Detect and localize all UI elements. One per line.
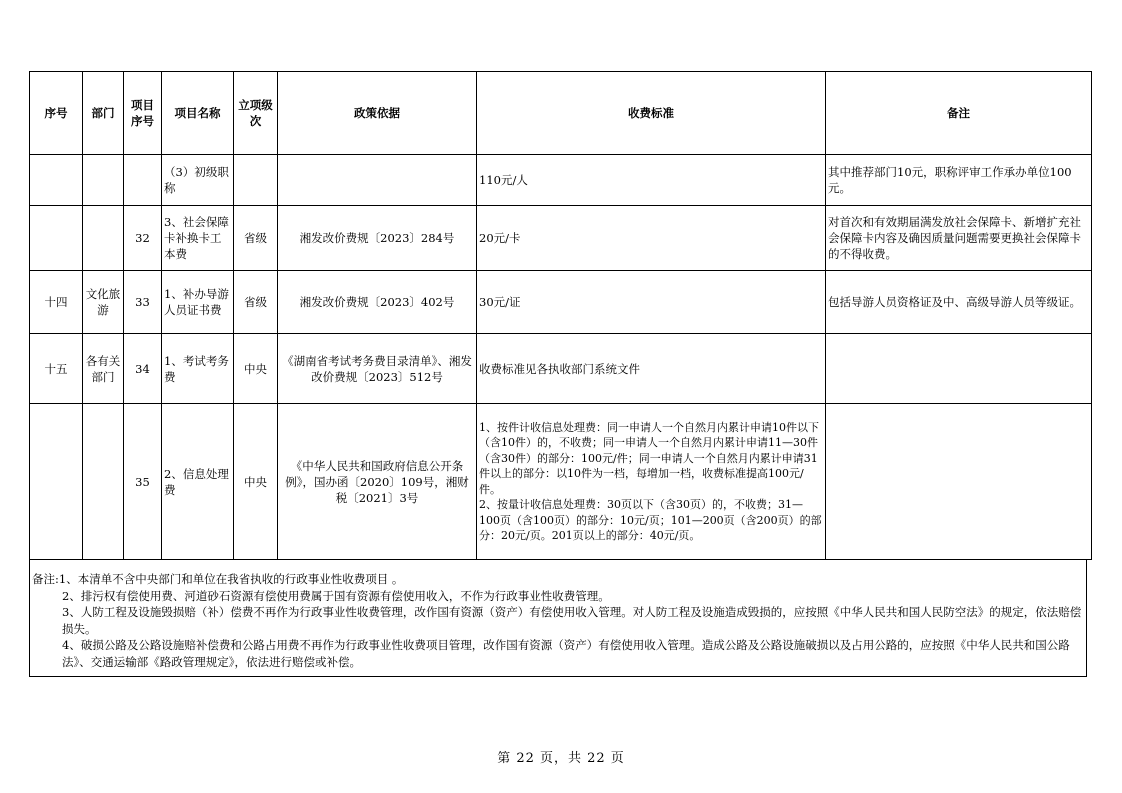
notes-block: [29, 559, 1087, 677]
header-standard: 收费标准: [477, 72, 826, 155]
cell-seq: 十四: [30, 271, 83, 334]
cell-seq: 十五: [30, 334, 83, 404]
cell-dept: [83, 404, 124, 560]
cell-standard: 30元/证: [477, 271, 826, 334]
header-item-seq: 项目序号: [124, 72, 162, 155]
cell-dept: [83, 155, 124, 206]
cell-item-seq: [124, 155, 162, 206]
cell-dept: 各有关部门: [83, 334, 124, 404]
cell-remark: [826, 404, 1092, 560]
cell-item-name: 1、考试考务费: [162, 334, 234, 404]
cell-seq: [30, 206, 83, 271]
cell-standard: 1、按件计收信息处理费：同一申请人一个自然月内累计申请10件以下（含10件）的，不收费；同一申请人一个自然月内累计申请11—30件（含30件）的部分：100元/件；同一申请人一个自然月内累计申请31件以上的部分：以10件为一档，每增加一档，收费标准提高100元/件。 2、按量计收信息处理费：30页以下（含30页）的，不收费；31—100页（含100页）的部分：10元/页；101—200页（含200页）的部分：20元/页。201页以上的部分：40元/页。: [477, 404, 826, 560]
cell-item-seq: 35: [124, 404, 162, 560]
cell-seq: [30, 404, 83, 560]
page-number: 第 22 页，共 22 页: [497, 751, 625, 766]
header-policy: 政策依据: [278, 72, 477, 155]
cell-item-name: 1、补办导游人员证书费: [162, 271, 234, 334]
cell-seq: [30, 155, 83, 206]
cell-item-seq: 33: [124, 271, 162, 334]
note-item: 3、人防工程及设施毁损赔（补）偿费不再作为行政事业性收费管理，改作国有资源（资产）有偿使用收入管理。对人防工程及设施造成毁损的，应按照《中华人民共和国人民防空法》的规定，依法赔偿损失。: [62, 605, 1082, 636]
cell-level: [234, 155, 278, 206]
cell-remark: 对首次和有效期届满发放社会保障卡、新增扩充社会保障卡内容及确因质量问题需要更换社会保障卡的不得收费。: [826, 206, 1092, 271]
cell-policy: 《中华人民共和国政府信息公开条例》，国办函〔2020〕109号，湘财税〔2021〕3号: [278, 404, 477, 560]
header-row: [30, 72, 1092, 155]
cell-level: 中央: [234, 404, 278, 560]
cell-policy: 《湖南省考试考务费目录清单》、湘发改价费规〔2023〕512号: [278, 334, 477, 404]
cell-dept: 文化旅游: [83, 271, 124, 334]
header-item-name: 项目名称: [162, 72, 234, 155]
cell-level: 省级: [234, 206, 278, 271]
fee-table: [29, 71, 1092, 560]
cell-standard: 收费标准见各执收部门系统文件: [477, 334, 826, 404]
cell-level: 省级: [234, 271, 278, 334]
header-remark: 备注: [826, 72, 1092, 155]
note-item: 备注:1、本清单不含中央部门和单位在我省执收的行政事业性收费项目 。: [32, 572, 404, 586]
table-row: [30, 206, 1092, 271]
cell-item-seq: 32: [124, 206, 162, 271]
cell-item-name: （3）初级职称: [162, 155, 234, 206]
cell-remark: 其中推荐部门10元，职称评审工作承办单位100元。: [826, 155, 1092, 206]
cell-item-name: 2、信息处理费: [162, 404, 234, 560]
header-level: 立项级次: [234, 72, 278, 155]
cell-item-seq: 34: [124, 334, 162, 404]
cell-level: 中央: [234, 334, 278, 404]
note-item: 2、排污权有偿使用费、河道砂石资源有偿使用费属于国有资源有偿使用收入，不作为行政事业性收费管理。: [62, 588, 610, 603]
table-row: [30, 155, 1092, 206]
cell-policy: 湘发改价费规〔2023〕402号: [278, 271, 477, 334]
cell-dept: [83, 206, 124, 271]
cell-remark: [826, 334, 1092, 404]
note-item: 4、破损公路及公路设施赔补偿费和公路占用费不再作为行政事业性收费项目管理，改作国有资源（资产）有偿使用收入管理。造成公路及公路设施破损以及占用公路的，应按照《中华人民共和国公路法》、交通运输部《路政管理规定》，依法进行赔偿或补偿。: [62, 638, 1070, 669]
cell-policy: 湘发改价费规〔2023〕284号: [278, 206, 477, 271]
cell-policy: [278, 155, 477, 206]
cell-standard: 20元/卡: [477, 206, 826, 271]
cell-item-name: 3、社会保障卡补换卡工本费: [162, 206, 234, 271]
header-seq: 序号: [30, 72, 83, 155]
header-dept: 部门: [83, 72, 124, 155]
table-row: [30, 271, 1092, 334]
table-row: [30, 404, 1092, 560]
table-row: [30, 334, 1092, 404]
cell-standard: 110元/人: [477, 155, 826, 206]
cell-remark: 包括导游人员资格证及中、高级导游人员等级证。: [826, 271, 1092, 334]
